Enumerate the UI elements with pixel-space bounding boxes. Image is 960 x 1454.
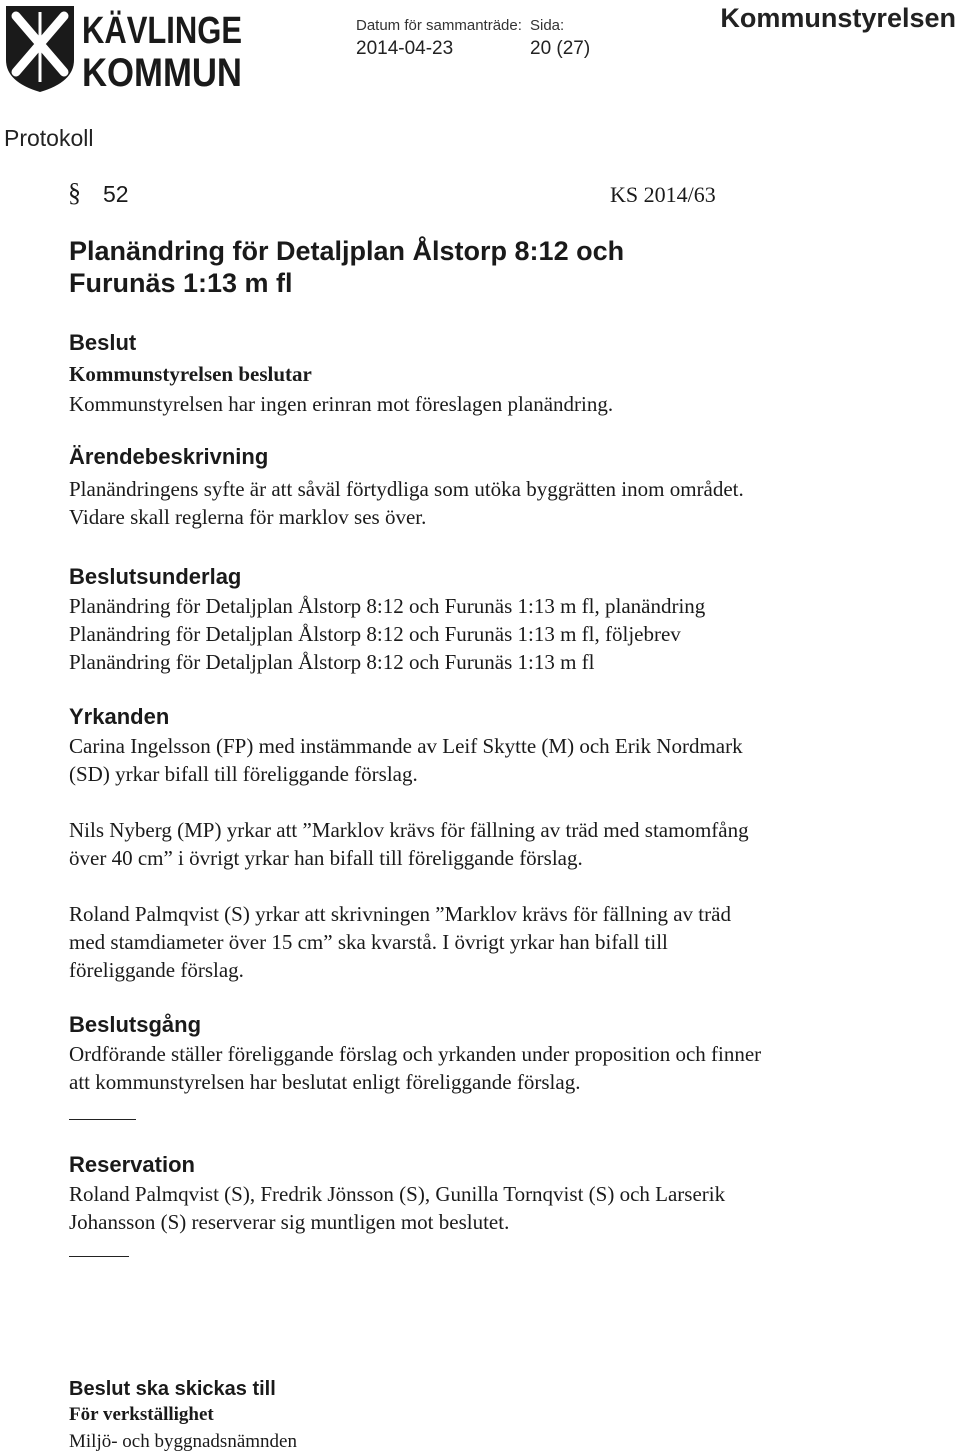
text-line: Carina Ingelsson (FP) med instämmande av Leif Skytte (M) och Erik Nordmark	[69, 734, 743, 758]
distribution-heading: Beslut ska skickas till	[69, 1378, 276, 1400]
text-line: att kommunstyrelsen har beslutat enligt föreliggande förslag.	[69, 1070, 581, 1094]
beslut-subheading: Kommunstyrelsen beslutar	[69, 362, 312, 386]
beslutsgang-heading: Beslutsgång	[69, 1012, 202, 1037]
section-symbol: §	[68, 178, 81, 207]
text-line: Planändringens syfte är att såväl förtydliga som utöka byggrätten inom området.	[69, 477, 744, 501]
reservation-heading: Reservation	[69, 1152, 195, 1177]
beslutsunderlag-heading: Beslutsunderlag	[69, 564, 242, 589]
yrkande-paragraph	[69, 900, 929, 984]
text-line: Roland Palmqvist (S) yrkar att skrivningen ”Marklov krävs för fällning av träd	[69, 902, 731, 926]
text-line: föreliggande förslag.	[69, 958, 244, 982]
arendebeskrivning-text	[69, 475, 929, 531]
reservation-text	[69, 1180, 929, 1236]
text-line: Johansson (S) reserverar sig muntligen mot beslutet.	[69, 1210, 510, 1234]
beslut-text: Kommunstyrelsen har ingen erinran mot föreslagen planändring.	[69, 392, 614, 416]
logo-text-line2: KOMMUN	[82, 51, 242, 95]
case-reference: KS 2014/63	[610, 182, 716, 207]
logo-emblem-icon	[4, 2, 279, 95]
text-line: Roland Palmqvist (S), Fredrik Jönsson (S), Gunilla Tornqvist (S) och Larserik	[69, 1182, 726, 1206]
yrkanden-heading: Yrkanden	[69, 704, 170, 729]
beslut-heading: Beslut	[69, 330, 137, 355]
yrkande-paragraph	[69, 732, 929, 788]
yrkande-paragraph	[69, 816, 929, 872]
case-number: 52	[103, 181, 129, 207]
beslutsgang-text	[69, 1040, 929, 1096]
separator-line	[69, 1119, 136, 1120]
distribution-subheading: För verkställighet	[69, 1404, 214, 1425]
list-item: Planändring för Detaljplan Ålstorp 8:12 och Furunäs 1:13 m fl, följebrev	[69, 622, 681, 646]
municipality-logo	[4, 2, 279, 95]
text-line: Nils Nyberg (MP) yrkar att ”Marklov krävs för fällning av träd med stamomfång	[69, 818, 749, 842]
separator-line	[69, 1256, 129, 1257]
document-type: Protokoll	[4, 125, 94, 151]
list-item: Planändring för Detaljplan Ålstorp 8:12 och Furunäs 1:13 m fl, planändring	[69, 594, 706, 618]
text-line: Ordförande ställer föreliggande förslag och yrkanden under proposition och finner	[69, 1042, 762, 1066]
date-label: Datum för sammanträde:	[356, 17, 522, 34]
distribution-recipient: Miljö- och byggnadsnämnden	[69, 1431, 297, 1452]
text-line: Vidare skall reglerna för marklov ses över.	[69, 505, 427, 529]
arendebeskrivning-heading: Ärendebeskrivning	[69, 444, 269, 469]
title-line: Planändring för Detaljplan Ålstorp 8:12 och	[69, 236, 625, 266]
text-line: (SD) yrkar bifall till föreliggande förslag.	[69, 762, 418, 786]
date-value: 2014-04-23	[356, 38, 454, 59]
organization-name: Kommunstyrelsen	[720, 3, 956, 33]
beslutsunderlag-list	[69, 592, 929, 676]
logo-text-line1: KÄVLINGE	[82, 10, 279, 52]
page-value: 20 (27)	[530, 38, 591, 59]
page-label: Sida:	[530, 17, 565, 34]
title-line: Furunäs 1:13 m fl	[69, 268, 293, 298]
text-line: över 40 cm” i övrigt yrkar han bifall till föreliggande förslag.	[69, 846, 583, 870]
list-item: Planändring för Detaljplan Ålstorp 8:12 och Furunäs 1:13 m fl	[69, 650, 595, 674]
page-title	[69, 235, 909, 299]
text-line: med stamdiameter över 15 cm” ska kvarstå. I övrigt yrkar han bifall till	[69, 930, 668, 954]
